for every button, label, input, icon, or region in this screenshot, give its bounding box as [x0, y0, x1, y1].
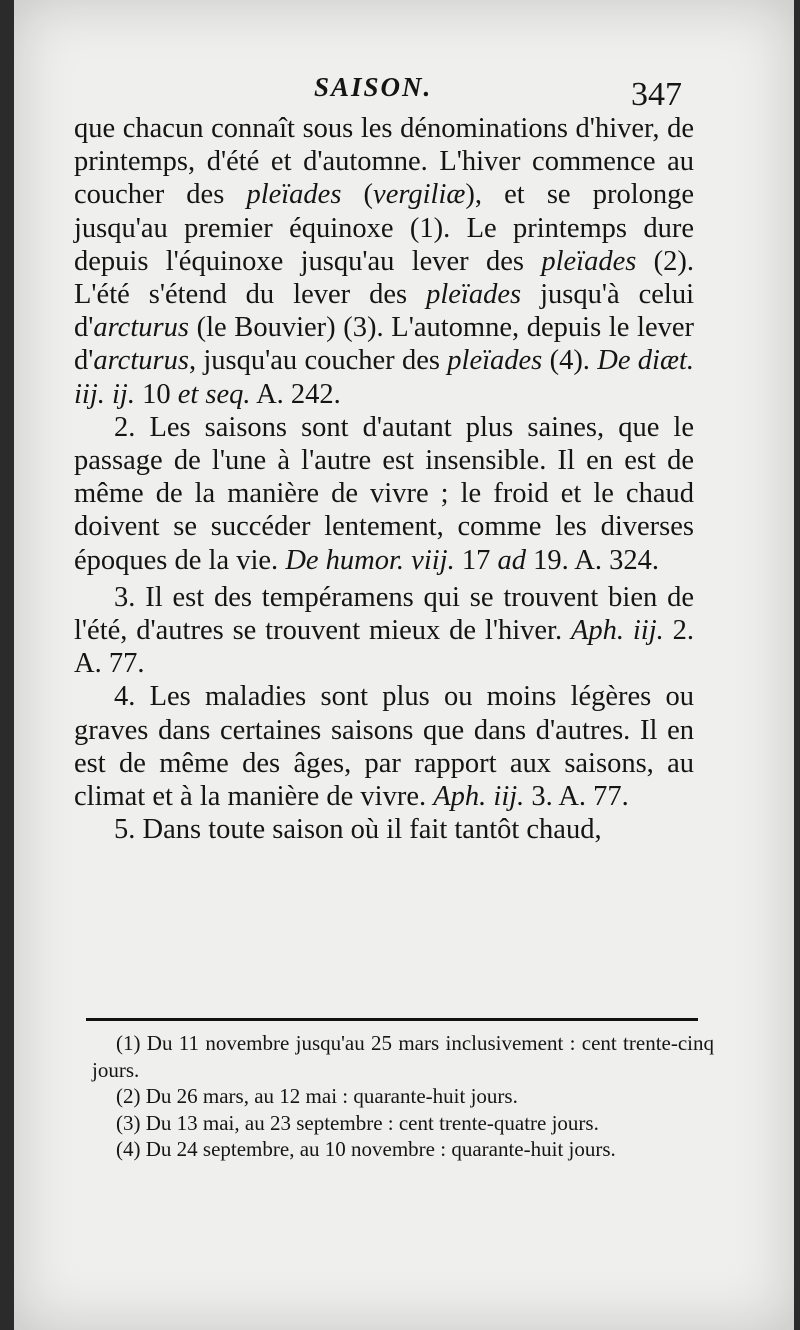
text-run: 4. Les maladies sont plus ou moins légères ou graves dans certaines saisons que dans d'autres. Il en est de même des âges, par rapport aux saisons, au climat et à la manière de vivre.	[74, 681, 694, 813]
body-text	[74, 112, 694, 846]
text-run: A. 242.	[250, 378, 341, 410]
text-run: (2). L'été s'étend du lever des	[74, 245, 694, 311]
text-run: (le Bouvier) (3). L'automne, depuis le lever d'	[74, 312, 694, 377]
paragraph-3	[74, 581, 694, 681]
running-title: SAISON.	[314, 72, 433, 102]
footnote-3: (3) Du 13 mai, au 23 septembre : cent trente-quatre jours.	[116, 1110, 599, 1135]
footnote-1: (1) Du 11 novembre jusqu'au 25 mars inclusivement : cent trente-cinq jours.	[92, 1031, 714, 1082]
citation-italic: ad	[497, 544, 526, 576]
citation-italic: Aph. iij.	[433, 781, 525, 813]
paragraph-5	[74, 813, 694, 846]
text-run: (4).	[542, 345, 598, 377]
book-page	[14, 0, 794, 1330]
text-run: 3. A. 77.	[524, 781, 629, 813]
footnote-rule	[86, 1018, 698, 1021]
text-run: ), et se prolonge jusqu'au premier équinoxe (1). Le printemps dure depuis l'équinoxe jusqu'au lever des	[74, 179, 695, 277]
text-run: 2. A. 77.	[74, 615, 694, 680]
citation-italic: et seq.	[177, 378, 251, 410]
text-run: (	[341, 179, 374, 211]
italic-run: pleïades	[426, 279, 522, 311]
italic-run: arcturus	[93, 345, 189, 377]
italic-run: vergiliæ	[373, 179, 466, 211]
italic-run: pleïades	[541, 245, 637, 277]
citation-italic: De diæt. iij. ij.	[74, 345, 695, 410]
text-run: 5. Dans toute saison où il fait tantôt chaud,	[114, 814, 602, 846]
page-number: 347	[631, 76, 682, 113]
text-run: 3. Il est des tempéramens qui se trouvent bien de l'été, d'autres se trouvent mieux de l'hiver.	[74, 581, 694, 647]
paragraph-4	[74, 680, 694, 813]
footnotes	[92, 1030, 714, 1163]
citation-italic: Aph. iij.	[570, 615, 664, 647]
page-header	[14, 72, 794, 112]
text-run: 19. A. 324.	[525, 544, 659, 576]
footnote-4: (4) Du 24 septembre, au 10 novembre : quarante-huit jours.	[116, 1137, 616, 1161]
italic-run: arcturus	[93, 312, 189, 344]
citation-italic: De humor. viij.	[285, 544, 455, 576]
text-run: 10	[134, 378, 178, 410]
italic-run: pleïades	[246, 179, 342, 211]
paragraph-1	[74, 112, 694, 411]
italic-run: pleïades	[447, 345, 543, 377]
text-run: , jusqu'au coucher des	[188, 345, 448, 377]
text-run: 2. Les saisons sont d'autant plus saines, que le passage de l'une à l'autre est insensible. Il en est de même de la manière de vivre ; le froid et le chaud doivent se succéder lentement, comme les diverses époques de la vie.	[74, 411, 694, 576]
text-run: 17	[454, 544, 498, 576]
paragraph-2	[74, 411, 694, 577]
text-run: que chacun connaît sous les dénominations d'hiver, de printemps, d'été et d'automne. L'hiver commence au coucher des	[74, 113, 694, 211]
footnote-2: (2) Du 26 mars, au 12 mai : quarante-huit jours.	[116, 1084, 518, 1108]
text-run: jusqu'à celui d'	[74, 279, 695, 344]
